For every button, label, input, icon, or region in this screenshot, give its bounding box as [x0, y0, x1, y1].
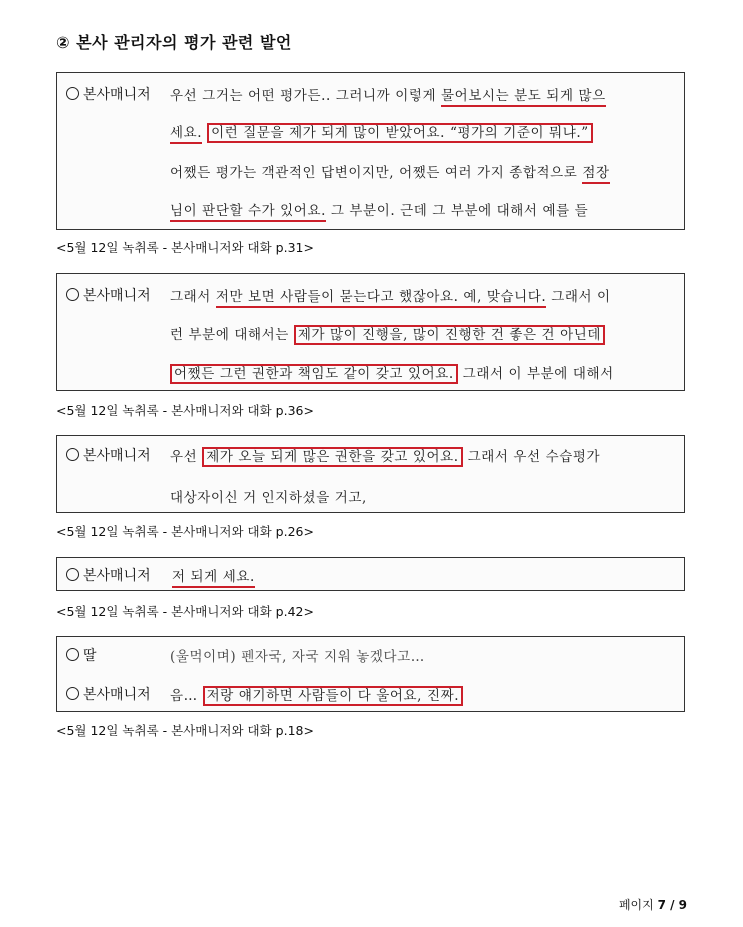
- underlined-text: 세요.: [170, 125, 202, 144]
- underlined-text: 저 되게 세요.: [172, 569, 255, 588]
- circle-bullet-icon: [66, 648, 79, 661]
- speaker-label: 본사매니저: [66, 285, 151, 305]
- quote-line: 우선 그거는 어떤 평가든.. 그러니까 이렇게 물어보시는 분도 되게 많으: [170, 84, 606, 104]
- circle-bullet-icon: [66, 687, 79, 700]
- quote-line: [170, 121, 593, 141]
- quote-line: 런 부분에 대해서는 제가 많이 진행을, 많이 진행한 건 좋은 건 아닌데: [170, 323, 605, 343]
- boxed-text: 제가 오늘 되게 많은 권한을 갖고 있어요.: [202, 447, 463, 467]
- page-footer: 페이지 7 / 9: [618, 898, 687, 912]
- source-caption: <5월 12일 녹취록 - 본사매니저와 대화 p.42>: [56, 604, 314, 619]
- boxed-text: 제가 많이 진행을, 많이 진행한 건 좋은 건 아닌데: [294, 325, 605, 345]
- speaker-label: 본사매니저: [66, 565, 151, 585]
- speaker-label: 본사매니저: [66, 684, 151, 704]
- source-caption: <5월 12일 녹취록 - 본사매니저와 대화 p.26>: [56, 524, 314, 539]
- circle-bullet-icon: [66, 448, 79, 461]
- underlined-text: 점장: [582, 165, 609, 184]
- quote-line: 어쨌든 그런 권한과 책임도 같이 갖고 있어요. 그래서 이 부분에 대해서: [170, 362, 614, 382]
- speaker-label: 딸: [66, 645, 97, 665]
- circle-bullet-icon: [66, 288, 79, 301]
- quote-line: [172, 565, 255, 585]
- circle-bullet-icon: [66, 87, 79, 100]
- circle-bullet-icon: [66, 568, 79, 581]
- source-caption: <5월 12일 녹취록 - 본사매니저와 대화 p.31>: [56, 240, 314, 255]
- quote-line: 그래서 저만 보면 사람들이 묻는다고 했잖아요. 예, 맞습니다. 그래서 이: [170, 285, 611, 305]
- boxed-text: 저랑 얘기하면 사람들이 다 울어요, 진짜.: [203, 686, 464, 706]
- source-caption: <5월 12일 녹취록 - 본사매니저와 대화 p.36>: [56, 403, 314, 418]
- quote-line: 음… 저랑 얘기하면 사람들이 다 울어요, 진짜.: [170, 684, 463, 704]
- speaker-label: 본사매니저: [66, 445, 151, 465]
- speaker-label: 본사매니저: [66, 84, 151, 104]
- underlined-text: 저만 보면 사람들이 묻는다고 했잖아요. 예, 맞습니다.: [216, 289, 546, 308]
- quote-line: 우선 제가 오늘 되게 많은 권한을 갖고 있어요. 그래서 우선 수습평가: [170, 449, 601, 465]
- underlined-text: 물어보시는 분도 되게 많으: [441, 88, 606, 107]
- section-heading: ② 본사 관리자의 평가 관련 발언: [56, 33, 292, 52]
- quote-line: 대상자이신 거 인지하셨을 거고,: [170, 490, 367, 506]
- page-number: 7 / 9: [657, 898, 687, 912]
- quote-line: 어쨌든 평가는 객관적인 답변이지만, 어쨌든 여러 가지 종합적으로 점장: [170, 161, 610, 181]
- quote-line: (울먹이며) 펜자국, 자국 지워 놓겠다고…: [170, 649, 425, 665]
- boxed-text: 이런 질문을 제가 되게 많이 받았어요. “평가의 기준이 뭐냐.”: [207, 123, 593, 143]
- source-caption: <5월 12일 녹취록 - 본사매니저와 대화 p.18>: [56, 723, 314, 738]
- boxed-text: 어쨌든 그런 권한과 책임도 같이 갖고 있어요.: [170, 364, 458, 384]
- underlined-text: 님이 판단할 수가 있어요.: [170, 203, 326, 222]
- quote-line: 님이 판단할 수가 있어요. 그 부분이. 근데 그 부분에 대해서 예를 들: [170, 199, 588, 219]
